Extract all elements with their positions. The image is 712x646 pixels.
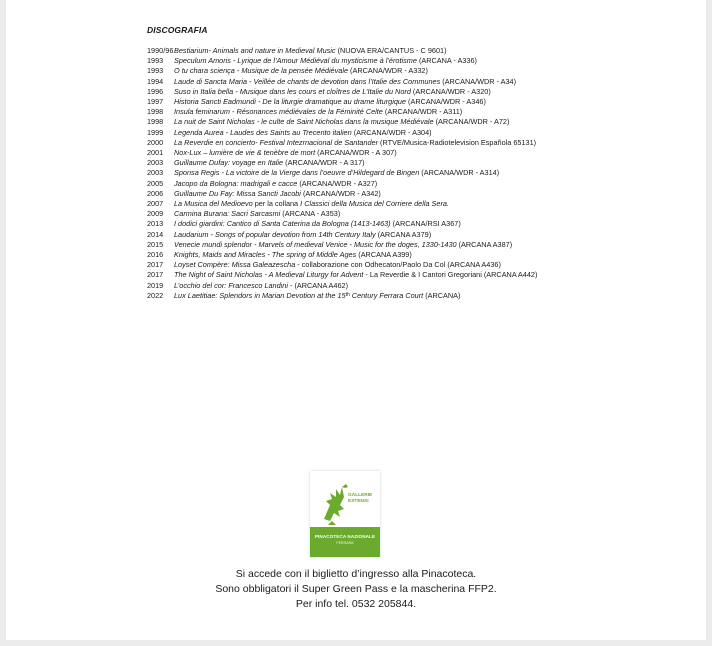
entry-description	[174, 148, 567, 158]
entry-year: 2015	[147, 239, 164, 249]
entry-year: 1990/96	[147, 46, 174, 55]
entry-title-continued: I Classici della Musica del Corriere della Sera.	[300, 199, 449, 209]
entry-title: Venecie mundi splendor - Marvels of medieval Venice - Music for the doges, 1330-1430	[174, 239, 457, 249]
entry-label: (RTVE/Musica-Radiotelevision Española 65131)	[378, 137, 537, 147]
entry-title: Suso in Italia bella - Musique dans les cours et cloîtres de L’Italie du Nord	[174, 86, 411, 96]
entry-description	[174, 87, 567, 97]
entry-year: 2006	[147, 188, 164, 198]
discography-entry	[147, 46, 567, 56]
entry-description	[174, 179, 567, 189]
entry-description	[174, 117, 567, 127]
entry-description	[174, 168, 567, 178]
entry-title: Insula feminarum - Résonances médiévales de la Féminité Celte	[174, 107, 383, 117]
entry-year: 2017	[147, 260, 164, 270]
entry-year: 2013	[147, 219, 164, 229]
entry-title: Laude di Sancta Maria - Veillée de chants de devotion dans l’Italie des Communes	[174, 76, 441, 86]
entry-title: The Night of Saint Nicholas - A Medieval Liturgy for Advent	[174, 270, 364, 280]
footer-line-1: Si accede con il biglietto d’ingresso alla Pinacoteca.	[235, 568, 477, 580]
entry-title: Carmina Burana: Sacri Sarcasmi	[174, 209, 281, 219]
entry-label: (ARCANA/WDR - A34)	[440, 76, 517, 86]
entry-description	[174, 56, 567, 66]
discography-entry	[147, 128, 567, 138]
entry-title: Jacopo da Bologna: madrigali e cacce	[174, 178, 298, 188]
discography-entry	[147, 199, 567, 209]
discography-entry	[147, 158, 567, 168]
logo-brand-line1: GALLERIE	[348, 493, 373, 498]
entry-label: (ARCANA A399)	[356, 250, 412, 260]
entry-year: 2001	[147, 148, 164, 158]
entry-year: 2017	[147, 270, 164, 280]
entry-description	[174, 291, 567, 301]
gallerie-estensi-logo	[310, 471, 380, 557]
entry-label: (ARCANA/WDR - A304)	[351, 127, 432, 137]
discography-list	[147, 46, 567, 301]
entry-year: 1993	[147, 56, 164, 66]
entry-description	[174, 281, 567, 291]
entry-title: L’occhio del cor: Francesco Landini	[174, 280, 288, 290]
discography-entry	[147, 87, 567, 97]
entry-year: 1993	[147, 66, 164, 76]
entry-title: Historia Sancti Eadmundi - De la liturgie dramatique au drame liturgique	[174, 97, 406, 107]
entry-label: (ARCANA A387)	[456, 239, 513, 249]
entry-description	[174, 97, 567, 107]
footer-notice	[0, 567, 712, 612]
entry-year: 2016	[147, 250, 164, 260]
entry-label: (ARCANA/WDR - A327)	[297, 178, 378, 188]
logo-band	[310, 527, 380, 557]
entry-title: La Musica del Medioevo	[174, 199, 253, 209]
entry-label: (ARCANA/WDR - A332)	[348, 66, 428, 76]
entry-title: Speculum Amoris - Lyrique de l’Amour Médiéval du mysticisme à l’érotisme	[174, 56, 417, 66]
entry-year: 2003	[147, 168, 164, 178]
entry-title: Knights, Maids and Miracles - The spring of Middle Ages	[174, 250, 357, 260]
entry-description	[174, 219, 567, 229]
discography-entry	[147, 230, 567, 240]
entry-year: 2000	[147, 137, 164, 147]
entry-description	[174, 46, 567, 56]
discography-entry	[147, 77, 567, 87]
entry-title: Nox-Lux – lumière de vie & tenèbre de mort	[174, 148, 316, 158]
logo-band-subtitle: FERRARA	[336, 541, 354, 545]
entry-label: - collaborazione con Odhecaton/Paolo Da Col (ARCANA A436)	[295, 260, 501, 270]
entry-title-continued: Century Ferrara Court	[349, 290, 424, 300]
discography-entry	[147, 138, 567, 148]
footer-line-2: Sono obbligatori il Super Green Pass e la mascherina FFP2.	[215, 583, 497, 595]
discography-entry	[147, 107, 567, 117]
logo-band-title: PINACOTECA NAZIONALE	[314, 534, 376, 539]
entry-label: (NUOVA ERA/CANTUS - C 9601)	[335, 46, 447, 55]
entry-year: 2019	[147, 280, 164, 290]
discography-entry	[147, 56, 567, 66]
discography-entry	[147, 66, 567, 76]
entry-label: (ARCANA/WDR - A 307)	[315, 148, 397, 158]
entry-label: (ARCANA - A336)	[416, 56, 477, 66]
entry-label: (ARCANA/WDR - A346)	[406, 97, 486, 107]
entry-description	[174, 230, 567, 240]
discography-entry	[147, 291, 567, 301]
entry-description	[174, 77, 567, 87]
discography-entry	[147, 168, 567, 178]
discography-entry	[147, 250, 567, 260]
entry-year: 1999	[147, 127, 164, 137]
discography-entry	[147, 270, 567, 280]
entry-description	[174, 199, 567, 209]
entry-title: La Reverdie en concierto- Festival Intezrnacional de Santander	[174, 137, 379, 147]
discography-entry	[147, 117, 567, 127]
logo-brand-text	[348, 493, 378, 505]
entry-title: Bestiarium- Animals and nature in Medieval Music	[174, 46, 336, 55]
entry-description	[174, 138, 567, 148]
entry-label: - (ARCANA A462)	[287, 280, 349, 290]
footer-line-3: Per info tel. 0532 205844.	[295, 598, 417, 610]
entry-title: Loyset Compère: Missa Galeazescha	[174, 260, 296, 270]
entry-year: 2007	[147, 199, 164, 209]
entry-description	[174, 107, 567, 117]
discography-entry	[147, 209, 567, 219]
entry-description	[174, 158, 567, 168]
entry-year: 1994	[147, 76, 164, 86]
entry-title: Lux Laetitiae: Splendors in Marian Devotion at the 15	[174, 290, 346, 300]
entry-label: per la collana	[252, 199, 301, 209]
entry-label: (ARCANA/WDR - A342)	[300, 188, 381, 198]
discography-entry	[147, 179, 567, 189]
entry-label: - La Reverdie & I Cantori Gregoriani (ARCANA A442)	[363, 270, 538, 280]
entry-year: 2005	[147, 178, 164, 188]
entry-label: (ARCANA/RSI A367)	[390, 219, 461, 229]
entry-year: 1997	[147, 97, 164, 107]
entry-label: (ARCANA - A353)	[280, 209, 341, 219]
entry-title: O tu chara sciença - Musique de la pensée Médiévale	[174, 66, 349, 76]
discography-entry	[147, 189, 567, 199]
entry-description	[174, 189, 567, 199]
entry-title: I dodici giardini: Cantico di Santa Caterina da Bologna (1413-1463)	[174, 219, 391, 229]
entry-year: 2003	[147, 158, 164, 168]
entry-description	[174, 240, 567, 250]
logo-brand-line2: ESTENSI	[348, 499, 369, 504]
entry-description	[174, 66, 567, 76]
entry-title: Guillaume Dufay: voyage en Italie	[174, 158, 284, 168]
entry-year: 1996	[147, 86, 164, 96]
entry-label: (ARCANA/WDR - A 317)	[283, 158, 365, 168]
entry-label-continued: (ARCANA)	[423, 290, 461, 300]
entry-label: (ARCANA/WDR - A311)	[382, 107, 463, 117]
entry-description	[174, 250, 567, 260]
entry-label: (ARCANA/WDR - A320)	[410, 86, 491, 96]
entry-title: Laudarium - Songs of popular devotion from 14th Century Italy	[174, 229, 376, 239]
entry-label: (ARCANA A379)	[375, 229, 432, 239]
entry-title: Guillaume Du Fay: Missa Sancti Jacobi	[174, 188, 301, 198]
discography-entry	[147, 281, 567, 291]
entry-description	[174, 260, 567, 270]
entry-description	[174, 128, 567, 138]
entry-year: 2014	[147, 229, 164, 239]
entry-title: La nuit de Saint Nicholas - le culte de Saint Nicholas dans la musique Médiévale	[174, 117, 434, 127]
entry-year: 1998	[147, 117, 164, 127]
entry-label: (ARCANA/WDR - A314)	[419, 168, 500, 178]
discography-heading: DISCOGRAFIA	[147, 25, 208, 35]
discography-entry	[147, 148, 567, 158]
entry-superscript: th	[345, 291, 350, 298]
entry-year: 2009	[147, 209, 164, 219]
discography-entry	[147, 97, 567, 107]
discography-entry	[147, 219, 567, 229]
discography-entry	[147, 260, 567, 270]
entry-label: (ARCANA/WDR - A72)	[433, 117, 510, 127]
discography-entry	[147, 240, 567, 250]
entry-title: Legenda Aurea - Laudes des Saints au Trecento italien	[174, 127, 352, 137]
entry-year: 1998	[147, 107, 164, 117]
entry-description	[174, 270, 567, 280]
entry-year: 2022	[147, 290, 164, 300]
entry-description	[174, 209, 567, 219]
entry-title: Sponsa Regis - La victoire de la Vierge dans l’oeuvre d’Hildegard de Bingen	[174, 168, 420, 178]
